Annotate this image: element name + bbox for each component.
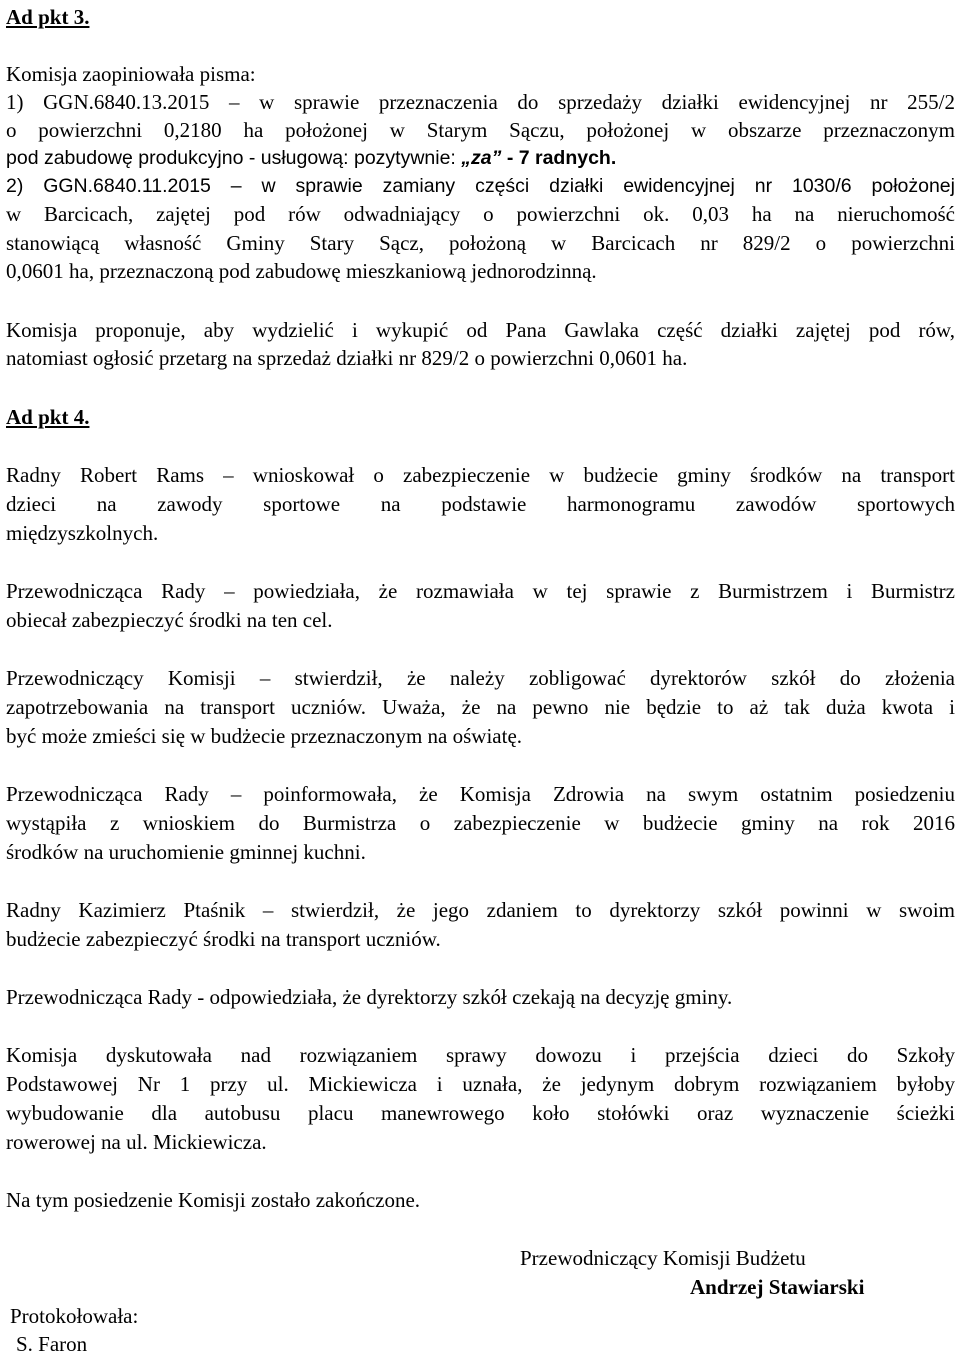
pkt3-item2-line2: w Barcicach, zajętej pod rów odwadniający o powierzchni ok. 0,03 ha na nieruchomość xyxy=(6,202,955,226)
pkt3-intro: Komisja zaopiniowała pisma: xyxy=(6,62,256,86)
pkt4-p3-line3: być może zmieści się w budżecie przeznaczonym na oświatę. xyxy=(6,724,523,748)
pkt4-p7-line4: rowerowej na ul. Mickiewicza. xyxy=(6,1130,267,1154)
pkt3-item1-line3-text: pod zabudowę produkcyjno - usługową: pozytywnie: xyxy=(6,147,456,169)
pkt4-p7-line2: Podstawowej Nr 1 przy ul. Mickiewicza i uznała, że jedynym dobrym rozwiązaniem byłoby xyxy=(6,1072,955,1096)
pkt4-p2-line1: Przewodnicząca Rady – powiedziała, że rozmawiała w tej sprawie z Burmistrzem i Burmistrz xyxy=(6,579,955,603)
recorder-name: S. Faron xyxy=(16,1332,88,1356)
recorder-label: Protokołowała: xyxy=(10,1304,139,1328)
pkt3-item1-line2: o powierzchni 0,2180 ha położonej w Starym Sączu, położonej w obszarze przeznaczonym xyxy=(6,118,955,142)
pkt4-p3-line1: Przewodniczący Komisji – stwierdził, że należy zobligować dyrektorów szkół do złożenia xyxy=(6,666,955,690)
pkt4-p5-line2: budżecie zabezpieczyć środki na transport uczniów. xyxy=(6,927,441,951)
pkt3-item2-line3: stanowiącą własność Gminy Stary Sącz, położoną w Barcicach nr 829/2 o powierzchni xyxy=(6,231,955,255)
pkt4-p4-line1: Przewodnicząca Rady – poinformowała, że Komisja Zdrowia na swym ostatnim posiedzeniu xyxy=(6,782,955,806)
pkt3-item1-line1: 1) GGN.6840.13.2015 – w sprawie przeznaczenia do sprzedaży działki ewidencyjnej nr 255/2 xyxy=(6,90,955,114)
chair-name: Andrzej Stawiarski xyxy=(690,1275,865,1299)
pkt3-proposal-line2: natomiast ogłosić przetarg na sprzedaż działki nr 829/2 o powierzchni 0,0601 ha. xyxy=(6,346,688,370)
pkt4-p7-line1: Komisja dyskutowała nad rozwiązaniem sprawy dowozu i przejścia dzieci do Szkoły xyxy=(6,1043,955,1067)
pkt3-item2-line4: 0,0601 ha, przeznaczoną pod zabudowę mieszkaniową jednorodzinną. xyxy=(6,259,597,283)
pkt4-p6-line1: Przewodnicząca Rady - odpowiedziała, że dyrektorzy szkół czekają na decyzję gminy. xyxy=(6,985,733,1009)
pkt4-p7-line3: wybudowanie dla autobusu placu manewrowego koło stołówki oraz wyznaczenie ścieżki xyxy=(6,1101,955,1125)
pkt4-p1-line1: Radny Robert Rams – wnioskował o zabezpieczenie w budżecie gminy środków na transport xyxy=(6,463,955,487)
section-heading-pkt4: Ad pkt 4. xyxy=(6,405,90,429)
pkt3-item1-vote-quote: „za” xyxy=(461,147,502,169)
pkt3-item1-vote-rest: - 7 radnych. xyxy=(506,147,617,169)
closing-statement: Na tym posiedzenie Komisji zostało zakończone. xyxy=(6,1188,421,1212)
pkt4-p4-line2: wystąpiła z wnioskiem do Burmistrza o zabezpieczenie w budżecie gminy na rok 2016 xyxy=(6,811,955,835)
pkt4-p5-line1: Radny Kazimierz Ptaśnik – stwierdził, że jego zdaniem to dyrektorzy szkół powinni w swoim xyxy=(6,898,955,922)
chair-title: Przewodniczący Komisji Budżetu xyxy=(520,1246,806,1270)
pkt3-item1-line3 xyxy=(6,146,955,170)
pkt3-item2-line1: 2) GGN.6840.11.2015 – w sprawie zamiany części działki ewidencyjnej nr 1030/6 położonej xyxy=(6,175,955,197)
pkt4-p4-line3: środków na uruchomienie gminnej kuchni. xyxy=(6,840,366,864)
pkt4-p1-line2: dzieci na zawody sportowe na podstawie harmonogramu zawodów sportowych xyxy=(6,492,955,516)
pkt4-p3-line2: zapotrzebowania na transport uczniów. Uważa, że na pewno nie będzie to aż tak duża kwota i xyxy=(6,695,955,719)
section-heading-pkt3: Ad pkt 3. xyxy=(6,5,90,29)
pkt4-p1-line3: międzyszkolnych. xyxy=(6,521,159,545)
pkt4-p2-line2: obiecał zabezpieczyć środki na ten cel. xyxy=(6,608,333,632)
pkt3-proposal-line1: Komisja proponuje, aby wydzielić i wykupić od Pana Gawlaka część działki zajętej pod rów, xyxy=(6,318,955,342)
